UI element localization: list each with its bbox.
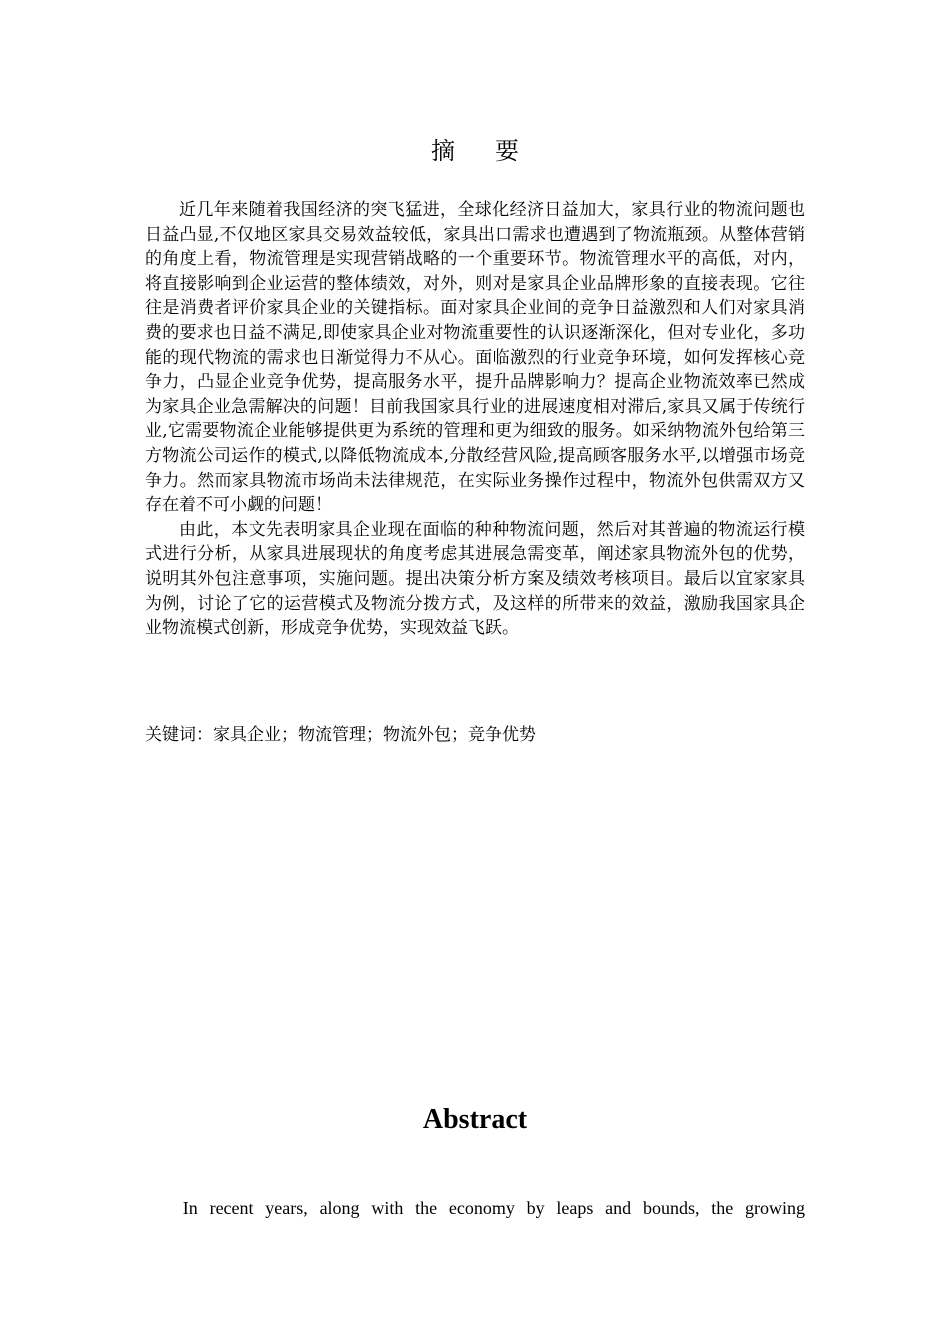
keywords-label: 关键词： — [145, 725, 213, 745]
chinese-abstract-title: 摘要 — [431, 137, 559, 165]
chinese-abstract-body — [145, 198, 805, 641]
english-abstract-first-line: In recent years, along with the economy by leaps and bounds, the growing — [182, 1198, 805, 1218]
chinese-abstract-paragraph-2: 由此，本文先表明家具企业现在面临的种种物流问题，然后对其普遍的物流运行模式进行分析，从家具进展现状的角度考虑其进展急需变革，阐述家具物流外包的优势，说明其外包注意事项，实施问题。提出决策分析方案及绩效考核项目。最后以宜家家具为例，讨论了它的运营模式及物流分拨方式，及这样的所带来的效益，激励我国家具企业物流模式创新，形成竞争优势，实现效益飞跃。 — [145, 519, 805, 639]
keywords-list: 家具企业；物流管理；物流外包；竞争优势 — [213, 725, 536, 745]
english-abstract-title: Abstract — [422, 1104, 528, 1135]
chinese-abstract-paragraph-1: 近几年来随着我国经济的突飞猛进，全球化经济日益加大，家具行业的物流问题也日益凸显,不仅地区家具交易效益较低，家具出口需求也遭遇到了物流瓶颈。从整体营销的角度上看，物流管理是实现营销战略的一个重要环节。物流管理水平的高低，对内，将直接影响到企业运营的整体绩效，对外，则对是家具企业品牌形象的直接表现。它往往是消费者评价家具企业的关键指标。面对家具企业间的竞争日益激烈和人们对家具消费的要求也日益不满足,即使家具企业对物流重要性的认识逐渐深化，但对专业化，多功能的现代物流的需求也日渐觉得力不从心。面临激烈的行业竞争环境，如何发挥核心竞争力，凸显企业竞争优势，提高服务水平，提升品牌影响力？提高企业物流效率已然成为家具企业急需解决的问题！目前我国家具行业的进展速度相对滞后,家具又属于传统行业,它需要物流企业能够提供更为系统的管理和更为细致的服务。如采纳物流外包给第三方物流公司运作的模式,以降低物流成本,分散经营风险,提高顾客服务水平,以增强市场竞争力。然而家具物流市场尚未法律规范，在实际业务操作过程中，物流外包供需双方又存在着不可小觑的问题！ — [145, 200, 805, 516]
keywords-line — [145, 722, 805, 748]
